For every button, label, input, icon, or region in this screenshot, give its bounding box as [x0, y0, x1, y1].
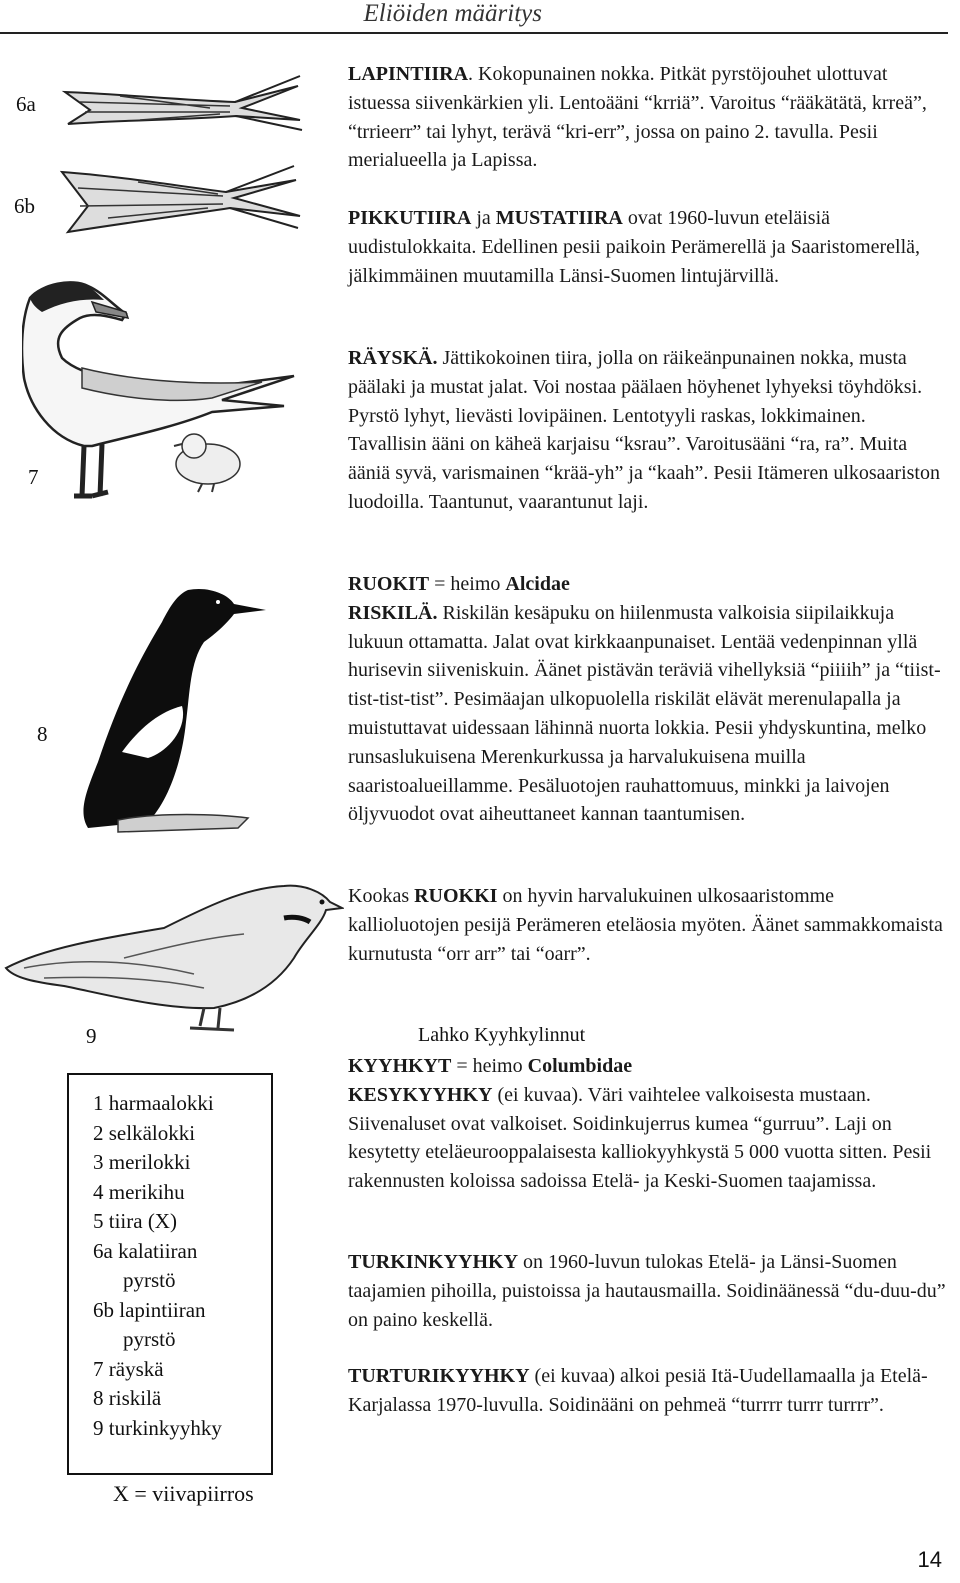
- figure-label-9: 9: [86, 1024, 97, 1048]
- legend-item: pyrstö: [123, 1327, 176, 1351]
- species-name-turturikyyhky: TURTURIKYYHKY: [348, 1365, 530, 1387]
- legend-item: 8 riskilä: [93, 1386, 162, 1410]
- legend-item: 2 selkälokki: [93, 1120, 196, 1145]
- ruokki-prefix: Kookas: [348, 885, 415, 907]
- lapintiira-text: . Kokopunainen nokka. Pitkät pyrstöjouhet ulottuvat istuessa siivenkärkien yli. Lentoääni “krriä”. Varoitus “rääkätätä, krreä”, “trrieerr” tai lyhyt, terävä “kri-err”, jossa on paino 2. tavulla. Pesii merialueella ja Lapissa.: [348, 63, 927, 172]
- section-ruokit: [348, 570, 948, 829]
- figure-label-7: 7: [28, 465, 39, 489]
- section-pikkutiira: [348, 204, 948, 290]
- ruokit-equals: = heimo: [429, 573, 506, 595]
- species-name-riskila: RISKILÄ.: [348, 601, 438, 624]
- figure-legend-box: [67, 1073, 273, 1475]
- kesykyyhky-text: (ei kuvaa). Väri vaihtelee valkoisesta mustaan. Siivenaluset ovat valkoiset. Soidinkujerrus kumea “gurruu”. Laji on kesytetty eteläeurooppalaisesta kalliokyyhkystä 5 000 vuotta sitten. Pesii rakennusten koloissa sadoissa Etelä- ja Keski-Suomen taajamissa.: [348, 1083, 932, 1193]
- turturikyyhky-text: (ei kuvaa) alkoi pesiä Itä-Uudellamaalla ja Etelä-Karjalassa 1970-luvulla. Soidinääni on pehmeä “turrrr turrr turrrr”.: [348, 1365, 928, 1416]
- group-name-ruokit: RUOKIT: [348, 573, 430, 595]
- legend-item: 6a kalatiiran: [93, 1238, 198, 1263]
- page-header: [0, 0, 948, 34]
- section-turturikyyhky: [348, 1362, 948, 1420]
- legend-item: 9 turkinkyyhky: [93, 1415, 222, 1440]
- family-name-columbidae: Columbidae: [527, 1055, 633, 1077]
- header-title: Eliöiden määritys: [363, 0, 542, 27]
- riskila-text: Riskilän kesäpuku on hiilenmusta valkoisia siipilaikkuja lukuun ottamatta. Jalat ovat kirkkaanpunaiset. Lentää vedenpinnan yllä hurisevin siiveniskuin. Äänet pistävän teräviä vihellyksiä “piiiih” ja “tiist-tist-tist-tist”. Pesimäajan ulkopuolella riskilät elävät merenulapalla ja muistuttavat uidessaan lähinnä nuorta lokkia. Pesii yhdyskuntina, melko runsaslukuisena Merenkurkussa ja harvalukuisena muilla saaristoalueillamme. Pesäluotojen rauhattomuus, minkki ja laivojen öljyvuodot ovat aiheuttaneet kannan taantumisen.: [348, 601, 941, 826]
- collared-dove-illustration: [4, 878, 344, 1036]
- species-name-kesykyyhky: KESYKYYHKY: [348, 1083, 493, 1106]
- section-kyyhkyt: [348, 1052, 948, 1196]
- kyyhkyt-equals: = heimo: [451, 1055, 528, 1077]
- legend-item: 1 harmaalokki: [93, 1091, 214, 1115]
- tern-tail-6a-illustration: [60, 72, 305, 134]
- species-name-ruokki: RUOKKI: [414, 885, 498, 907]
- legend-note: X = viivapiirros: [113, 1481, 254, 1506]
- turkinkyyhky-text: on 1960-luvun tulokas Etelä- ja Länsi-Suomen taajamien pihoilla, puistoissa ja hautausmailla. Soidinäänessä “du-duu-du” on paino keskellä.: [348, 1251, 946, 1331]
- order-heading: Lahko Kyyhkylinnut: [418, 1024, 586, 1046]
- caspian-tern-illustration: [22, 278, 300, 500]
- pikkutiira-connector: ja: [471, 207, 496, 229]
- legend-item: 6b lapintiiran: [93, 1297, 206, 1322]
- black-guillemot-illustration: [78, 582, 268, 838]
- legend-item: pyrstö: [123, 1268, 176, 1292]
- figure-label-8: 8: [37, 722, 48, 746]
- legend-item: 3 merilokki: [93, 1150, 191, 1174]
- ruokki-text: on hyvin harvalukuinen ulkosaaristomme kallioluotojen pesijä Perämeren eteläosia myöten. Äänet sammakkomaista kurnutusta “orr arr” tai “oarr”.: [348, 885, 943, 965]
- species-name-pikkutiira: PIKKUTIIRA: [348, 207, 472, 229]
- family-name-alcidae: Alcidae: [505, 573, 570, 595]
- legend-item: 5 tiira (X): [93, 1209, 177, 1233]
- species-name-mustatiira: MUSTATIIRA: [495, 207, 623, 229]
- section-rayska: [348, 344, 948, 517]
- rayska-text: Jättikokoinen tiira, jolla on räikeänpunainen nokka, musta päälaki ja mustat jalat. Voi nostaa päälaen höyhenet lyhyeksi töyhdöksi. Pyrstö lyhyt, lievästi lovipäinen. Lentotyyli raskas, lokkimainen. Tavallisin ääni on käheä karjaisu “ksrau”. Varoitusääni “ra, ra”. Muita ääniä syvä, varismainen “krää-yh” ja “kaah”. Pesii Itämeren ulkosaariston luodoilla. Taantunut, vaarantunut laji.: [348, 347, 940, 513]
- legend-item: 4 merikihu: [93, 1179, 185, 1204]
- species-name-lapintiira: LAPINTIIRA: [348, 63, 469, 85]
- tern-tail-6b-illustration: [58, 158, 303, 236]
- species-name-rayska: RÄYSKÄ.: [348, 347, 438, 369]
- page-number: 14: [917, 1547, 942, 1572]
- figure-legend-list: [93, 1089, 222, 1443]
- group-name-kyyhkyt: KYYHKYT: [348, 1055, 452, 1077]
- section-turkinkyyhky: [348, 1248, 948, 1334]
- figure-label-6a: 6a: [16, 92, 36, 116]
- legend-item: 7 räyskä: [93, 1356, 164, 1381]
- section-ruokki: [348, 882, 948, 968]
- species-name-turkinkyyhky: TURKINKYYHKY: [348, 1251, 519, 1273]
- figure-label-6b: 6b: [14, 194, 35, 218]
- section-lapintiira: [348, 60, 948, 175]
- pikkutiira-text: ovat 1960-luvun eteläisiä uudistulokkaita. Edellinen pesii paikoin Perämerellä ja Saaristomerellä, jälkimmäinen muutamilla Länsi-Suomen lintujärvillä.: [348, 207, 921, 287]
